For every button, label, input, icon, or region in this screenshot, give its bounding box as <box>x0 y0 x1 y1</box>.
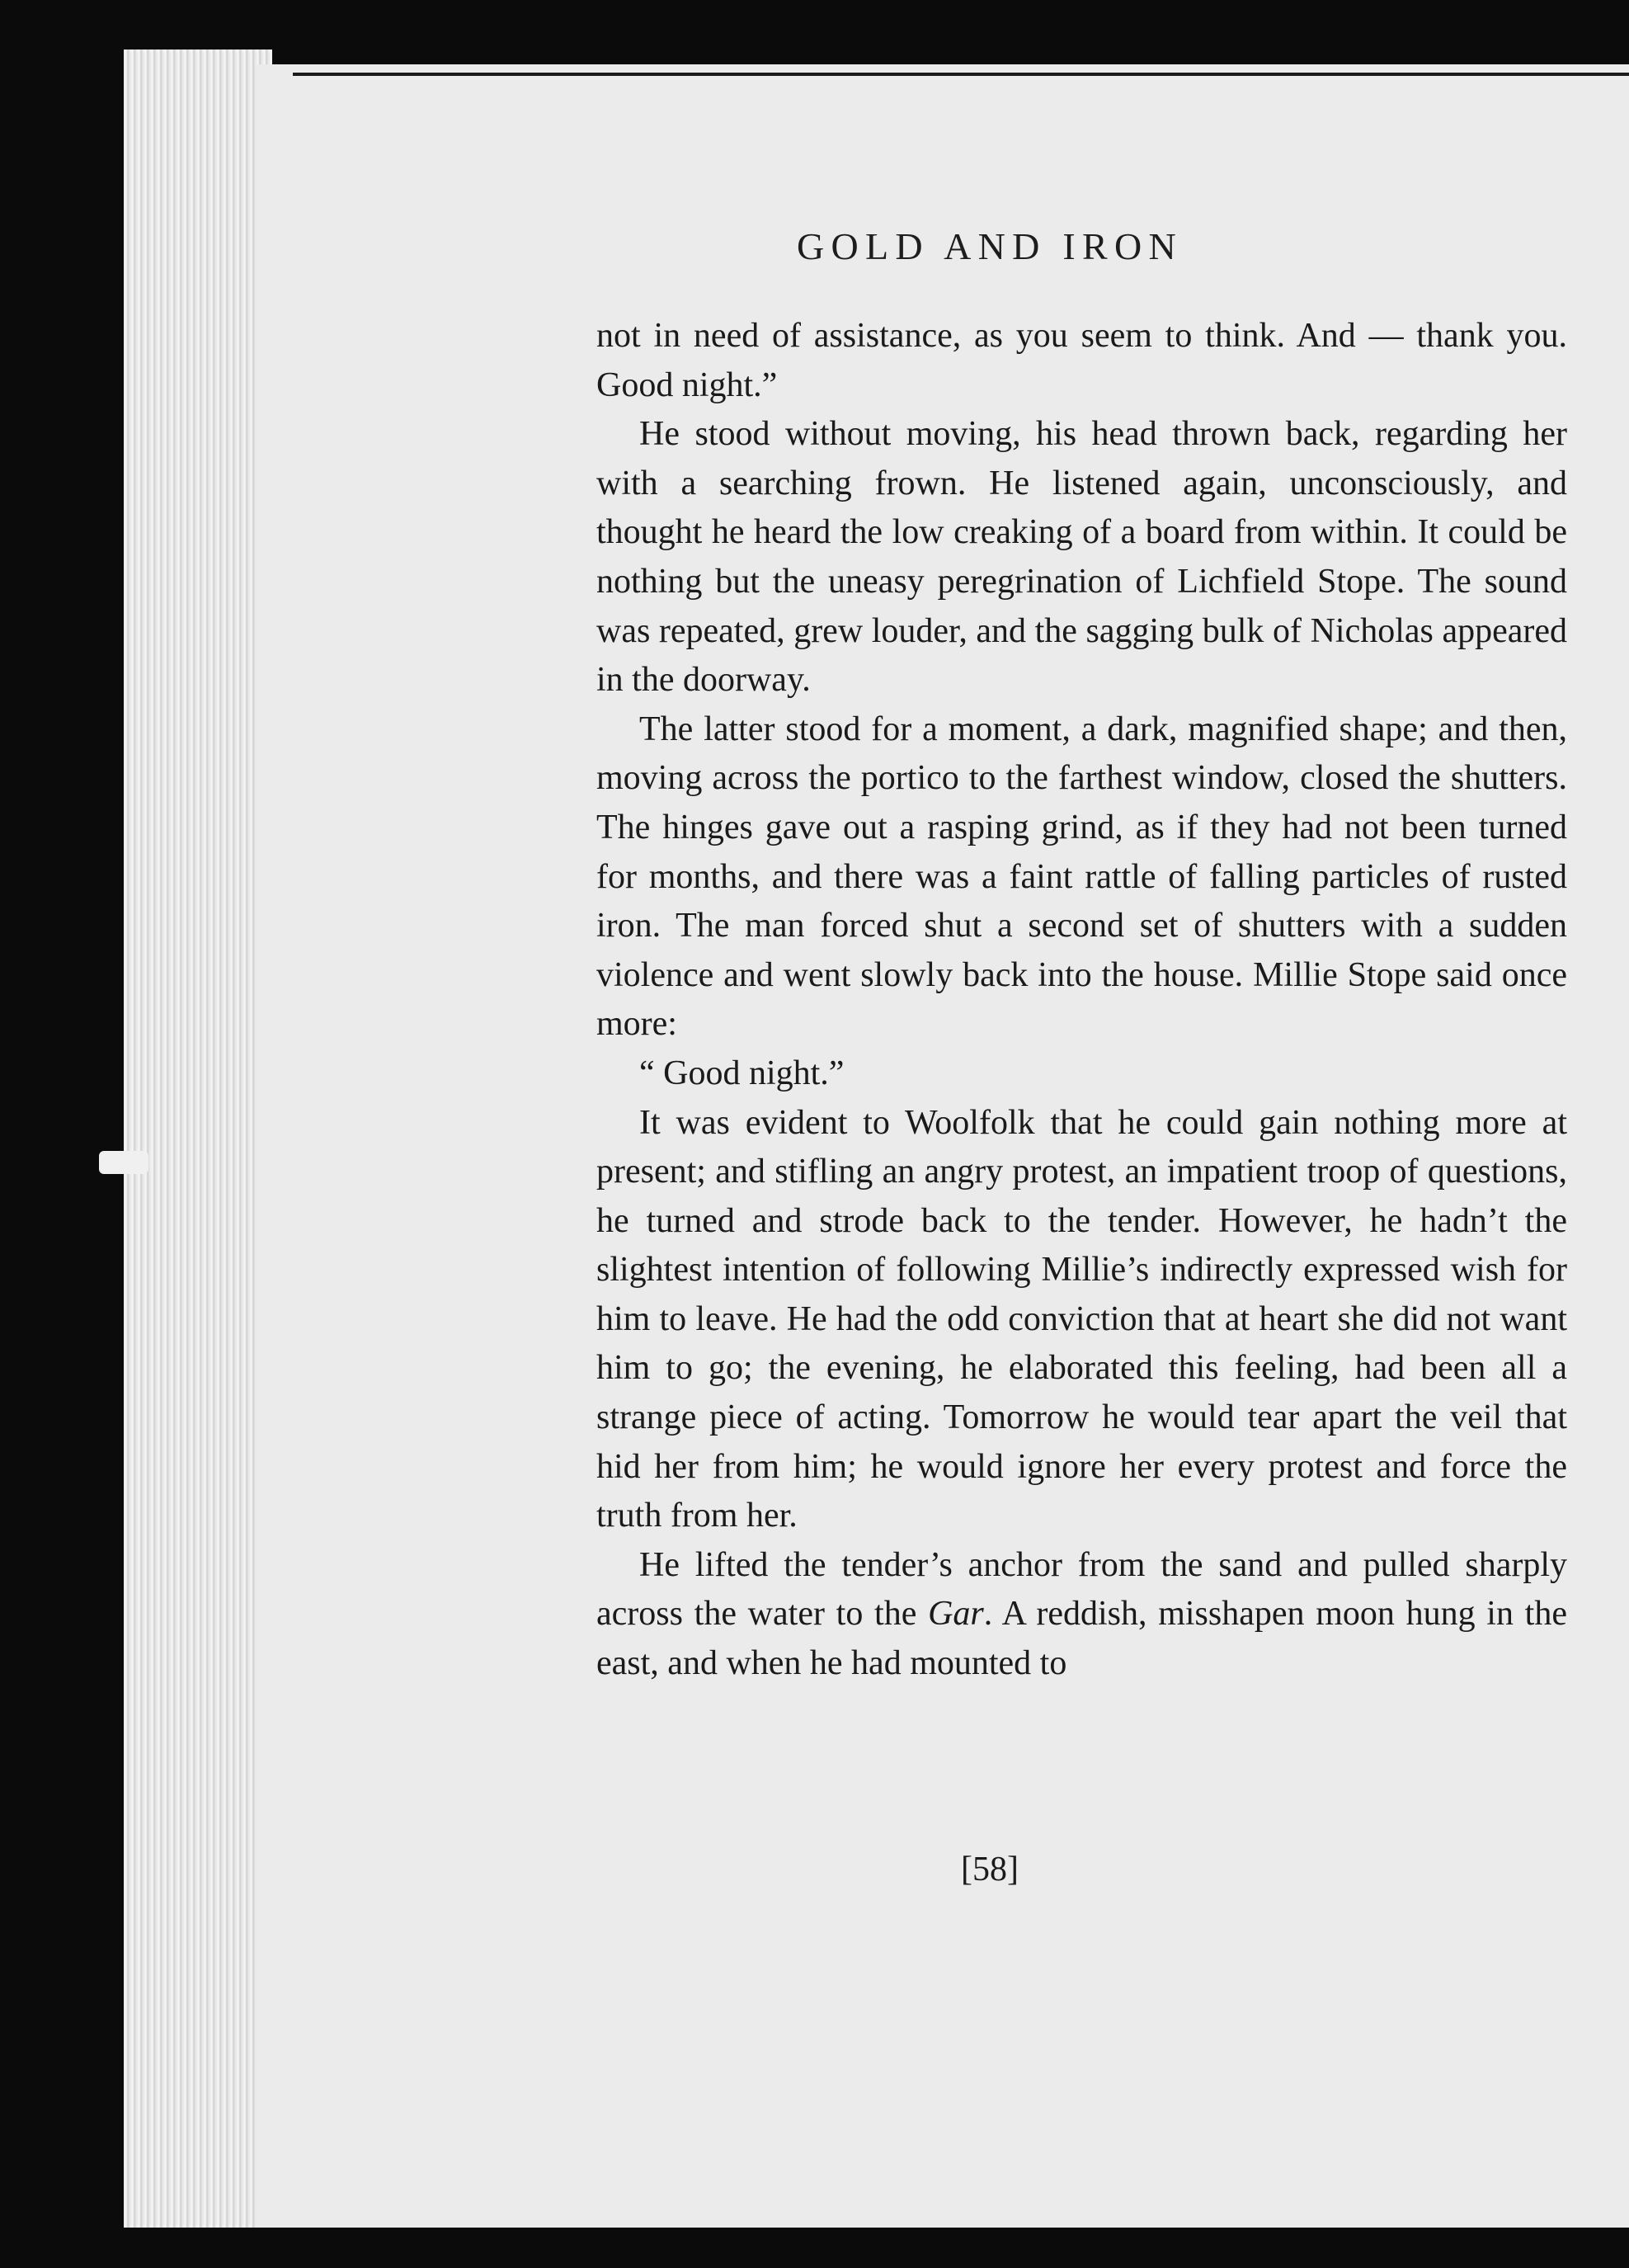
running-head: GOLD AND IRON <box>797 225 1183 267</box>
paragraph-text: . A reddish, misshapen moon hung in the east, and when he had mounted to <box>596 1595 1567 1683</box>
margin-mark <box>99 1151 148 1174</box>
paragraph: not in need of assistance, as you seem to think. And — thank you. Good night.” <box>596 317 1567 404</box>
top-rule <box>293 73 1629 76</box>
paragraph-text: He lifted the tender’s anchor from the sand and pulled sharply across the water to the <box>596 1545 1567 1634</box>
paragraph: It was evident to Woolfolk that he could gain nothing more at present; and stifling an angry protest, an impatient troop of questions, he turned and strode back to the tender. However, he hadn’t the slightest intention of following Millie’s indirectly expressed wish for him to leave. He had the odd conviction that at heart she did not want him to go; the evening, he elaborated this feeling, had been all a strange piece of acting. Tomorrow he would tear apart the veil that hid her from him; he would ignore her every protest and force the truth from her. <box>596 1103 1567 1535</box>
body-text <box>596 312 1567 1689</box>
paragraph: He stood without moving, his head thrown back, regarding her with a searching frown. He listened again, unconsciously, and thought he heard the low creaking of a board from within. It could be nothing but the uneasy peregrination of Lichfield Stope. The sound was repeated, grew louder, and the sagging bulk of Nicholas appeared in the doorway. <box>596 415 1567 700</box>
paragraph: “ Good night.” <box>639 1054 845 1092</box>
scan-border <box>0 2228 1629 2268</box>
ship-name: Gar <box>928 1595 984 1634</box>
book-page-edges <box>124 50 272 2228</box>
page-number: [58] <box>961 1851 1019 1888</box>
paragraph: The latter stood for a moment, a dark, magnified shape; and then, moving across the portico to the farthest window, closed the shutters. The hinges gave out a rasping grind, as if they had not been turned for months, and there was a faint rattle of falling particles of rusted iron. The man forced shut a second set of shutters with a sudden violence and went slowly back into the house. Millie Stope said once more: <box>596 710 1567 1044</box>
paragraph <box>596 1541 1567 1689</box>
